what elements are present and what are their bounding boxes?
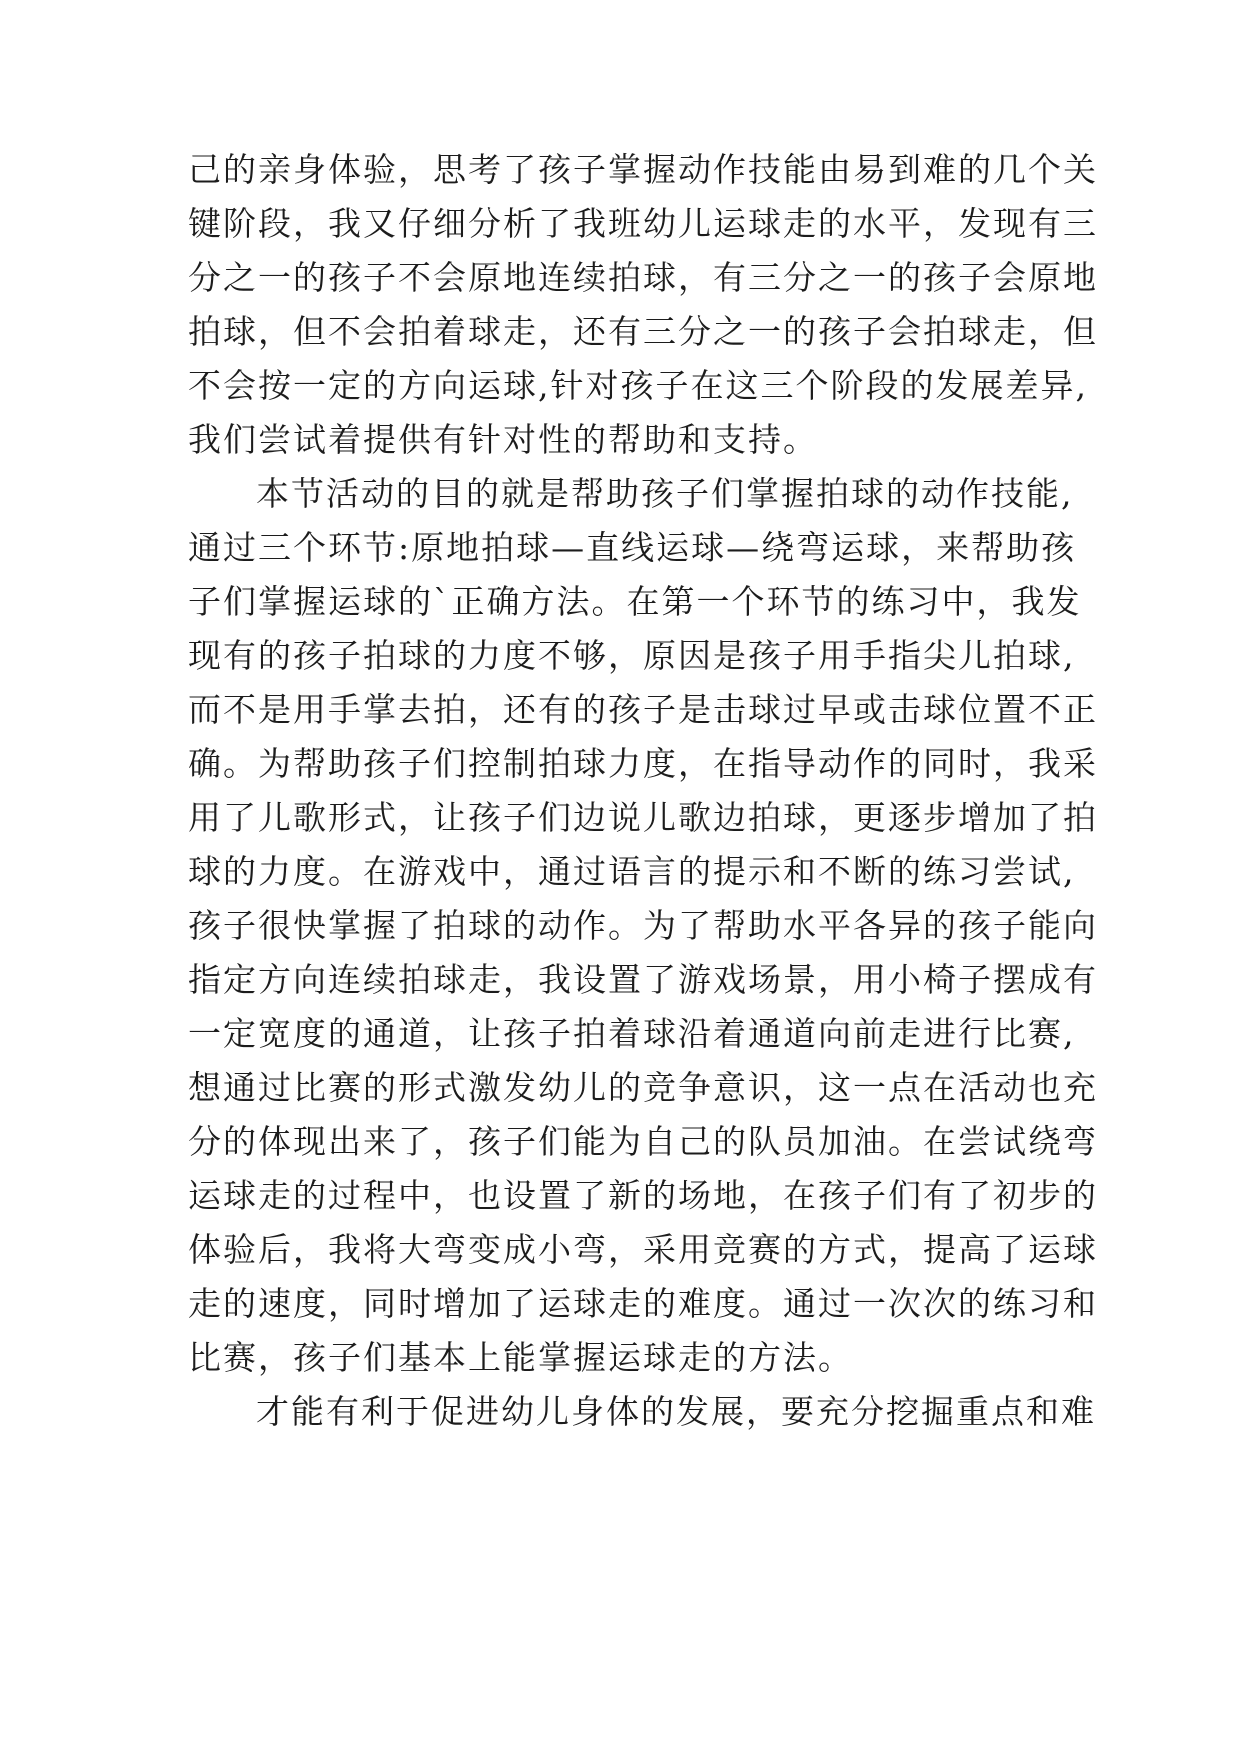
text-line: 不会按一定的方向运球,针对孩子在这三个阶段的发展差异, (188, 366, 1088, 405)
text-line: 我们尝试着提供有针对性的帮助和支持。 (188, 420, 818, 459)
text-line: 指定方向连续拍球走，我设置了游戏场景，用小椅子摆成有 (188, 960, 1098, 999)
text-line: 想通过比赛的形式激发幼儿的竞争意识，这一点在活动也充 (188, 1068, 1098, 1107)
text-line: 通过三个环节:原地拍球—直线运球—绕弯运球，来帮助孩 (188, 528, 1077, 567)
text-line: 用了儿歌形式，让孩子们边说儿歌边拍球，更逐步增加了拍 (188, 798, 1098, 837)
text-line: 己的亲身体验，思考了孩子掌握动作技能由易到难的几个关 (188, 150, 1098, 189)
text-line: 分的体现出来了，孩子们能为自己的队员加油。在尝试绕弯 (188, 1122, 1098, 1161)
text-line: 键阶段，我又仔细分析了我班幼儿运球走的水平，发现有三 (188, 204, 1098, 243)
text-line: 分之一的孩子不会原地连续拍球，有三分之一的孩子会原地 (188, 258, 1098, 297)
text-line: 一定宽度的通道，让孩子拍着球沿着通道向前走进行比赛, (188, 1014, 1076, 1053)
text-line: 才能有利于促进幼儿身体的发展，要充分挖掘重点和难 (256, 1392, 1096, 1431)
text-line: 孩子很快掌握了拍球的动作。为了帮助水平各异的孩子能向 (188, 906, 1098, 945)
text-line: 确。为帮助孩子们控制拍球力度，在指导动作的同时，我采 (188, 744, 1098, 783)
text-line: 运球走的过程中，也设置了新的场地，在孩子们有了初步的 (188, 1176, 1098, 1215)
text-line: 本节活动的目的就是帮助孩子们掌握拍球的动作技能, (256, 474, 1074, 513)
text-line: 比赛，孩子们基本上能掌握运球走的方法。 (188, 1338, 853, 1377)
text-line: 而不是用手掌去拍，还有的孩子是击球过早或击球位置不正 (188, 690, 1098, 729)
text-line: 拍球，但不会拍着球走，还有三分之一的孩子会拍球走，但 (188, 312, 1098, 351)
text-line: 现有的孩子拍球的力度不够，原因是孩子用手指尖儿拍球, (188, 636, 1076, 675)
text-line: 子们掌握运球的`正确方法。在第一个环节的练习中，我发 (188, 582, 1082, 621)
text-line: 体验后，我将大弯变成小弯，采用竞赛的方式，提高了运球 (188, 1230, 1098, 1269)
text-line: 球的力度。在游戏中，通过语言的提示和不断的练习尝试, (188, 852, 1076, 891)
text-line: 走的速度，同时增加了运球走的难度。通过一次次的练习和 (188, 1284, 1098, 1323)
